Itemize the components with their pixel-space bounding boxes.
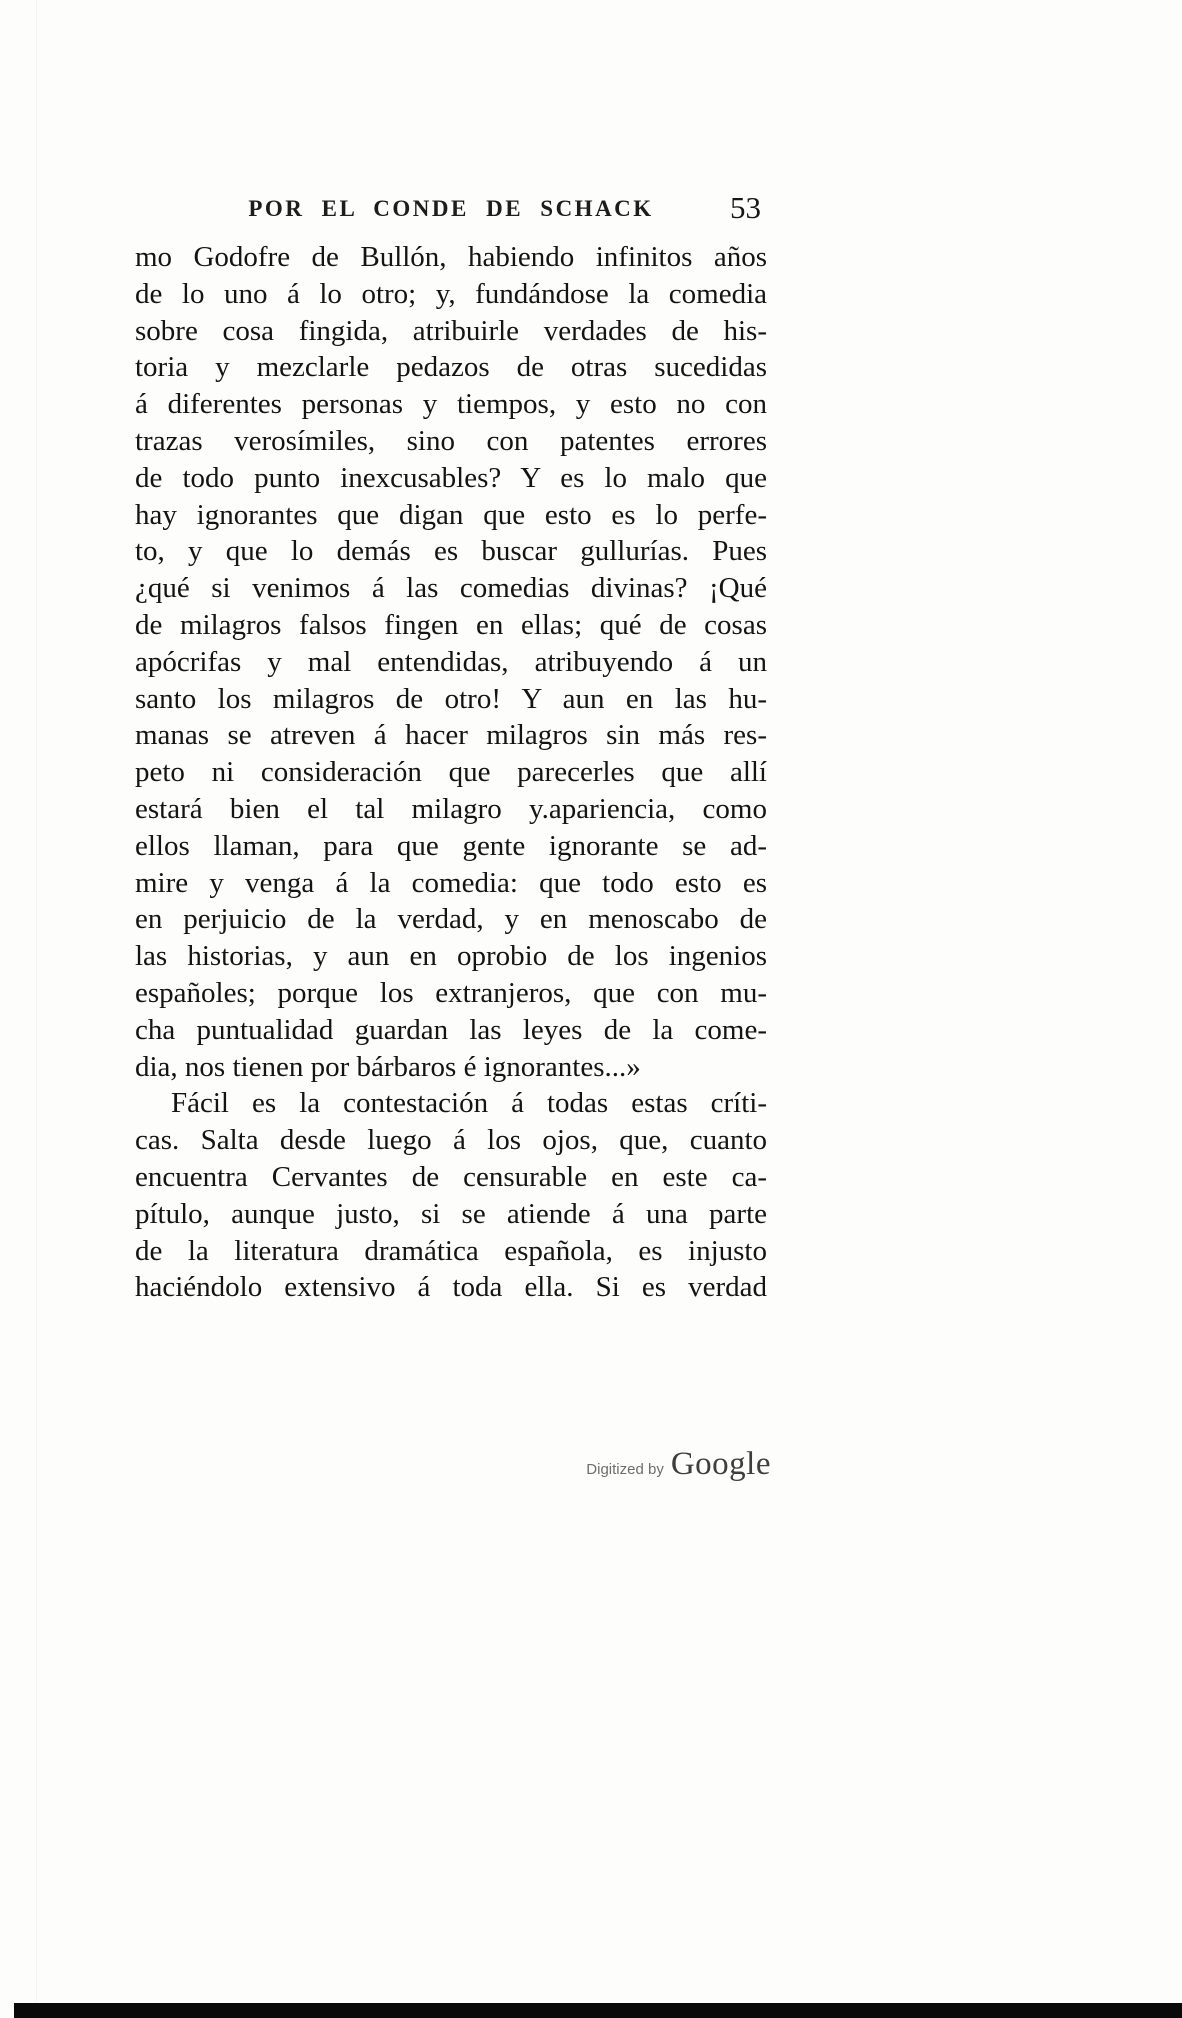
text-line: á diferentes personas y tiempos, y esto no con bbox=[135, 388, 767, 421]
text-line: en perjuicio de la verdad, y en menoscabo de bbox=[135, 903, 767, 936]
text-line: hay ignorantes que digan que esto es lo perfe- bbox=[135, 498, 767, 531]
running-title: POR EL CONDE DE SCHACK bbox=[248, 196, 654, 221]
text-line: de milagros falsos fingen en ellas; qué de cosas bbox=[135, 608, 767, 641]
text-line: toria y mezclarle pedazos de otras sucedidas bbox=[135, 351, 767, 384]
text-line: apócrifas y mal entendidas, atribuyendo á un bbox=[135, 645, 767, 678]
text-line: haciéndolo extensivo á toda ella. Si es verdad bbox=[135, 1271, 767, 1304]
text-line: mire y venga á la comedia: que todo esto es bbox=[135, 866, 767, 899]
text-line: las historias, y aun en oprobio de los ingenios bbox=[135, 940, 767, 973]
page-number: 53 bbox=[730, 190, 761, 225]
text-line: ¿qué si venimos á las comedias divinas? ¡Qué bbox=[135, 572, 767, 605]
text-line: cas. Salta desde luego á los ojos, que, cuanto bbox=[135, 1124, 767, 1157]
text-line: peto ni consideración que parecerles que allí bbox=[135, 756, 767, 789]
digitized-by-label: Digitized by bbox=[586, 1461, 664, 1478]
text-line: mo Godofre de Bullón, habiendo infinitos años bbox=[135, 241, 767, 273]
text-line: estará bien el tal milagro y.apariencia, como bbox=[135, 792, 767, 825]
footer-watermark bbox=[135, 1446, 771, 1483]
text-line: pítulo, aunque justo, si se atiende á una parte bbox=[135, 1197, 767, 1230]
text-line: trazas verosímiles, sino con patentes errores bbox=[135, 424, 767, 457]
text-line: dia, nos tienen por bárbaros é ignorantes...» bbox=[135, 1050, 641, 1083]
google-logo: Google bbox=[670, 1446, 771, 1482]
text-line: españoles; porque los extranjeros, que con mu- bbox=[135, 976, 767, 1009]
text-line: de lo uno á lo otro; y, fundándose la comedia bbox=[135, 277, 767, 310]
text-line: ellos llaman, para que gente ignorante se ad- bbox=[135, 829, 767, 862]
text-line: encuentra Cervantes de censurable en este ca- bbox=[135, 1160, 767, 1193]
text-line: to, y que lo demás es buscar gullurías. Pues bbox=[135, 535, 767, 568]
text-line: de la literatura dramática española, es injusto bbox=[135, 1234, 767, 1267]
page-header bbox=[135, 190, 767, 236]
scan-left-edge bbox=[36, 0, 37, 2018]
text-line: Fácil es la contestación á todas estas críti- bbox=[171, 1087, 767, 1120]
body-text bbox=[135, 239, 767, 1306]
scan-edge-artifact bbox=[14, 2003, 1182, 2018]
text-line: manas se atreven á hacer milagros sin más res- bbox=[135, 719, 767, 752]
text-line: sobre cosa fingida, atribuirle verdades de his- bbox=[135, 314, 767, 347]
text-line: de todo punto inexcusables? Y es lo malo que bbox=[135, 461, 767, 494]
text-line: santo los milagros de otro! Y aun en las hu- bbox=[135, 682, 767, 715]
text-line: cha puntualidad guardan las leyes de la come- bbox=[135, 1013, 767, 1046]
